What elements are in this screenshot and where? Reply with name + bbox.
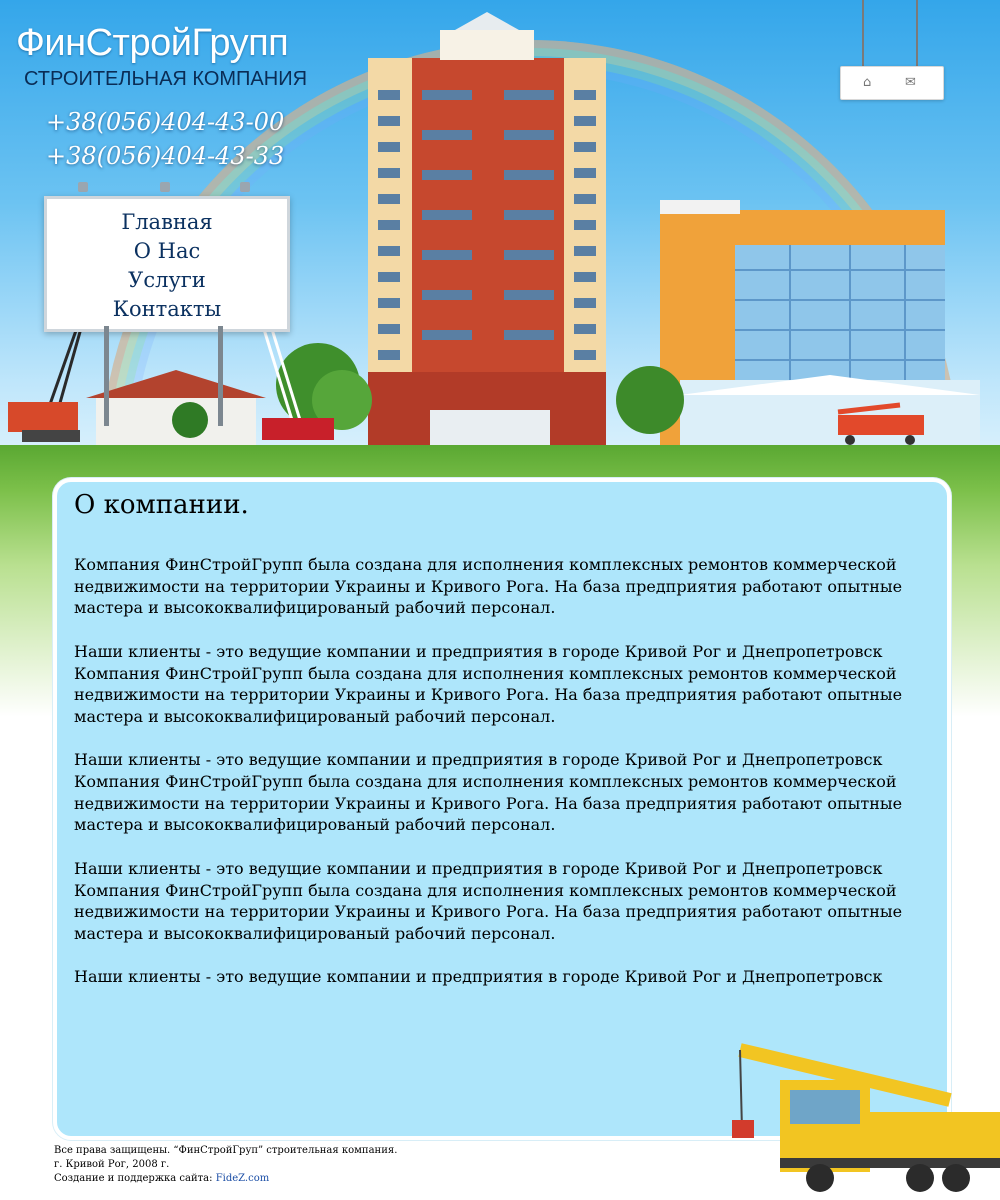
- brand-tagline: СТРОИТЕЛЬНАЯ КОМПАНИЯ: [24, 68, 308, 90]
- footer-credit: [54, 1172, 397, 1186]
- article-body: [74, 554, 934, 1010]
- page-title: О компании.: [74, 490, 249, 520]
- nav-item-services[interactable]: Услуги: [128, 268, 206, 292]
- paragraph: Наши клиенты - это ведущие компании и предприятия в городе Кривой Рог и Днепропетровск Компания ФинСтройГрупп была создана для исполнения комплексных ремонтов коммерческой недвижимости на территории Украины и Кривого Рога. На база предприятия работают опытные мастера и высококвалифицированый рабочий персонал.: [74, 858, 903, 943]
- paragraph: Наши клиенты - это ведущие компании и предприятия в городе Кривой Рог и Днепропетровск Компания ФинСтройГрупп была создана для исполнения комплексных ремонтов коммерческой недвижимости на территории Украины и Кривого Рога. На база предприятия работают опытные мастера и высококвалифицированый рабочий персонал.: [74, 750, 903, 835]
- brand-logo-title: ФинСтройГрупп: [16, 22, 289, 64]
- billboard-post: [218, 326, 223, 426]
- truck-crane-illustration: [720, 1020, 1000, 1200]
- paragraph: Компания ФинСтройГрупп была создана для исполнения комплексных ремонтов коммерческой недвижимости на территории Украины и Кривого Рога. На база предприятия работают опытные мастера и высококвалифицированый рабочий персонал.: [74, 555, 903, 618]
- footer-location: г. Кривой Рог, 2008 г.: [54, 1159, 170, 1170]
- mail-icon[interactable]: ✉: [905, 75, 916, 90]
- billboard-lamp: [160, 182, 170, 192]
- footer-copyright: Все права защищены. “ФинСтройГруп” строительная компания.: [54, 1145, 398, 1156]
- nav-item-home[interactable]: Главная: [121, 210, 213, 234]
- nav-item-contacts[interactable]: Контакты: [112, 297, 222, 321]
- header-sky: [0, 0, 1000, 450]
- home-icon[interactable]: ⌂: [863, 75, 872, 90]
- phone-number-1: +38(056)404-43-00: [46, 108, 285, 136]
- billboard-post: [104, 326, 109, 426]
- page-footer: [54, 1144, 397, 1186]
- nav-item-about[interactable]: О Нас: [133, 239, 201, 263]
- billboard-lamp: [240, 182, 250, 192]
- footer-credit-link[interactable]: FideZ.com: [215, 1173, 270, 1184]
- phone-number-2: +38(056)404-43-33: [46, 142, 285, 170]
- billboard-nav-menu: [44, 196, 290, 332]
- paragraph: Наши клиенты - это ведущие компании и предприятия в городе Кривой Рог и Днепропетровск Компания ФинСтройГрупп была создана для исполнения комплексных ремонтов коммерческой недвижимости на территории Украины и Кривого Рога. На база предприятия работают опытные мастера и высококвалифицированый рабочий персонал.: [74, 641, 903, 726]
- hanging-icon-bar: [840, 66, 944, 100]
- icon-bar-wire: [862, 0, 864, 66]
- footer-credit-prefix: Создание и поддержка сайта:: [54, 1173, 216, 1184]
- paragraph: Наши клиенты - это ведущие компании и предприятия в городе Кривой Рог и Днепропетровск: [74, 967, 883, 987]
- billboard-lamp: [78, 182, 88, 192]
- icon-bar-wire: [916, 0, 918, 66]
